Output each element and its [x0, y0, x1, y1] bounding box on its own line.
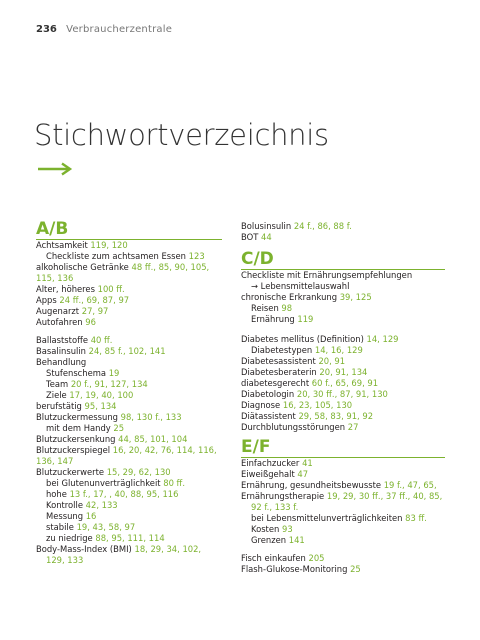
index-entry: BOT 44 — [241, 232, 272, 242]
index-entry: Achtsamkeit 119, 120 — [36, 240, 128, 250]
index-subentry: Team 20 f., 91, 127, 134 — [46, 379, 148, 389]
index-entry: Ernährung, gesundheitsbewusste 19 f., 47, 65, — [241, 480, 437, 490]
index-subentry: Diabetestypen 14, 16, 129 — [251, 345, 363, 355]
index-entry: Eiweißgehalt 47 — [241, 469, 309, 479]
index-subentry: Messung 16 — [46, 511, 97, 521]
index-subentry: Grenzen 141 — [251, 535, 305, 545]
arrow-right-icon — [38, 162, 74, 176]
index-entry: Diätassistent 29, 58, 83, 91, 92 — [241, 411, 374, 421]
page-header — [36, 24, 172, 35]
index-entry: Ernährungstherapie 19, 29, 30 ff., 37 ff., 40, 85, — [241, 491, 443, 501]
index-entry: alkoholische Getränke 48 ff., 85, 90, 105, — [36, 262, 210, 272]
index-subentry: zu niedrige 88, 95, 111, 114 — [46, 533, 165, 543]
index-entry: Apps 24 ff., 69, 87, 97 — [36, 295, 130, 305]
index-entry: Ballaststoffe 40 ff. — [36, 335, 113, 345]
index-entry: Basalinsulin 24, 85 f., 102, 141 — [36, 346, 166, 356]
index-subentry: mit dem Handy 25 — [46, 423, 125, 433]
index-entry: Alter, höheres 100 ff. — [36, 284, 125, 294]
index-entry: Blutzuckermessung 98, 130 f., 133 — [36, 412, 182, 422]
index-entry: berufstätig 95, 134 — [36, 401, 117, 411]
index-entry-continuation: 136, 147 — [36, 456, 74, 466]
index-entry-continuation: 115, 136 — [36, 273, 74, 283]
index-subentry: bei Lebensmittelunverträglichkeiten 83 ff. — [251, 513, 427, 523]
index-entry: Diabetesberaterin 20, 91, 134 — [241, 367, 368, 377]
section-heading-cd: C/D — [241, 250, 445, 270]
index-entry: Diabetesassistent 20, 91 — [241, 356, 346, 366]
index-entry: Diabetologin 20, 30 ff., 87, 91, 130 — [241, 389, 388, 399]
index-subentry: hohe 13 f., 17, , 40, 88, 95, 116 — [46, 489, 179, 499]
index-subentry: Ziele 17, 19, 40, 100 — [46, 390, 134, 400]
section-heading-ab: A/B — [36, 220, 222, 240]
index-entry: Bolusinsulin 24 f., 86, 88 f. — [241, 221, 352, 231]
index-entry: Diabetes mellitus (Definition) 14, 129 — [241, 334, 399, 344]
index-crossref: → Lebensmittelauswahl — [251, 281, 350, 291]
index-entry-continuation: 129, 133 — [46, 555, 84, 565]
index-entry: Checkliste mit Ernährungsempfehlungen — [241, 270, 413, 280]
index-subentry: Kosten 93 — [251, 524, 293, 534]
index-entry: Einfachzucker 41 — [241, 458, 313, 468]
index-subentry: Reisen 98 — [251, 303, 293, 313]
index-entry: Body-Mass-Index (BMI) 18, 29, 34, 102, — [36, 544, 202, 554]
index-subentry: Stufenschema 19 — [46, 368, 120, 378]
index-entry: Fisch einkaufen 205 — [241, 553, 325, 563]
index-entry: Autofahren 96 — [36, 317, 96, 327]
index-entry: Blutzuckerspiegel 16, 20, 42, 76, 114, 116, — [36, 445, 217, 455]
page-number: 236 — [36, 24, 57, 35]
index-entry-continuation: 92 f., 133 f. — [251, 502, 299, 512]
index-entry: Durchblutungsstörungen 27 — [241, 422, 359, 432]
index-subentry: stabile 19, 43, 58, 97 — [46, 522, 136, 532]
index-subentry: Checkliste zum achtsamen Essen 123 — [46, 251, 205, 261]
index-entry: Blutzuckersenkung 44, 85, 101, 104 — [36, 434, 188, 444]
index-subentry: Ernährung 119 — [251, 314, 314, 324]
section-heading-ef: E/F — [241, 438, 445, 458]
index-entry: diabetesgerecht 60 f., 65, 69, 91 — [241, 378, 379, 388]
index-entry: Flash-Glukose-Monitoring 25 — [241, 564, 361, 574]
index-entry: Augenarzt 27, 97 — [36, 306, 109, 316]
index-entry: Diagnose 16, 23, 105, 130 — [241, 400, 353, 410]
running-head: Verbraucherzentrale — [66, 24, 173, 35]
page-title: Stichwortverzeichnis — [34, 118, 329, 152]
index-subentry: bei Glutenunverträglichkeit 80 ff. — [46, 478, 185, 488]
index-entry: Behandlung — [36, 357, 87, 367]
index-entry: Blutzuckerwerte 15, 29, 62, 130 — [36, 467, 171, 477]
index-entry: chronische Erkrankung 39, 125 — [241, 292, 372, 302]
index-subentry: Kontrolle 42, 133 — [46, 500, 118, 510]
